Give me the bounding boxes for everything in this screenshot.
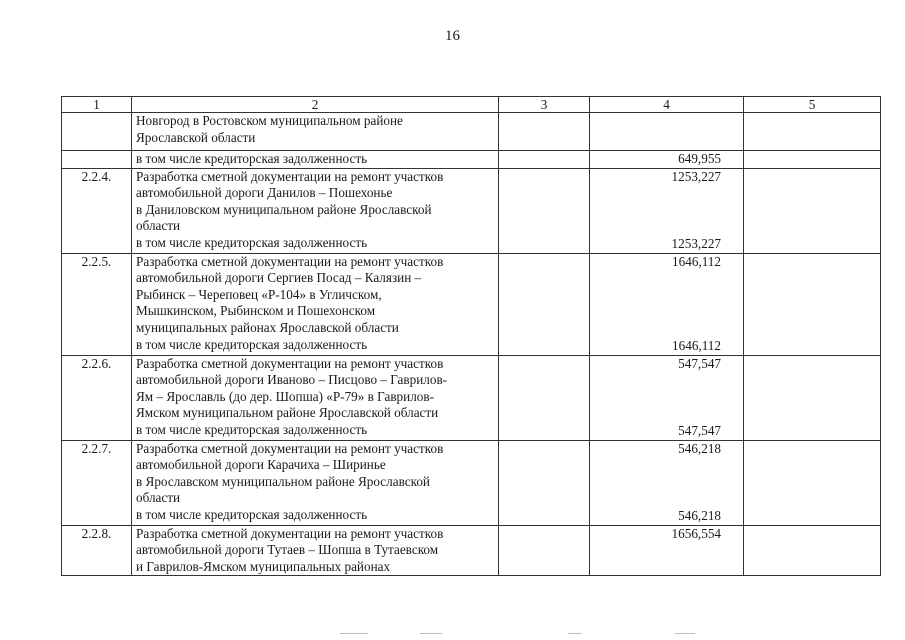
page-number: 16: [445, 28, 460, 44]
table-row: [62, 253, 881, 355]
description-line: Разработка сметной документации на ремонт участков: [136, 525, 444, 541]
table-row: [62, 440, 881, 525]
scan-artifact: [420, 633, 442, 634]
description-line: автомобильной дороги Данилов – Пошехонье: [136, 185, 393, 201]
description-line: Разработка сметной документации на ремонт участков: [136, 168, 444, 184]
description-line: автомобильной дороги Иваново – Писцово – Гаврилов-: [136, 372, 448, 388]
description-line: Ямском муниципальном районе Ярославской области: [136, 405, 439, 421]
table-row: [62, 525, 881, 576]
row-col-3-empty: [499, 440, 590, 525]
description-line: Новгород в Ростовском муниципальном районе: [136, 113, 403, 128]
header-col-2: 2: [132, 97, 499, 113]
table-row: [62, 113, 881, 151]
row-col-5-empty: [744, 113, 881, 151]
scan-artifact: [568, 633, 582, 634]
row-number: 2.2.7.: [62, 440, 132, 525]
description-line: Разработка сметной документации на ремонт участков: [136, 440, 444, 456]
row-col-3-empty: [499, 253, 590, 355]
description-line: в том числе кредиторская задолженность: [136, 151, 368, 166]
description-line: в том числе кредиторская задолженность: [136, 336, 368, 352]
description-line: Мышкинском, Рыбинском и Пошехонском: [136, 303, 376, 319]
row-number: 2.2.5.: [62, 253, 132, 355]
description-line: автомобильной дороги Тутаев – Шопша в Тутаевском: [136, 542, 439, 558]
row-amount-cell: [590, 355, 744, 440]
row-description: [132, 525, 499, 576]
description-line: в том числе кредиторская задолженность: [136, 421, 368, 437]
description-line: области: [136, 218, 181, 234]
row-description: [132, 168, 499, 253]
row-col-5-empty: [744, 525, 881, 576]
amount-total: 547,547: [678, 355, 721, 371]
description-line: в том числе кредиторская задолженность: [136, 234, 368, 250]
header-col-4: 4: [590, 97, 744, 113]
amount-arrears: 547,547: [678, 423, 721, 438]
row-description: [132, 355, 499, 440]
description-line: в Ярославском муниципальном районе Ярославской: [136, 473, 430, 489]
row-amount-cell: [590, 151, 744, 169]
description-line: в Даниловском муниципальном районе Ярославской: [136, 201, 432, 217]
description-line: Разработка сметной документации на ремонт участков: [136, 355, 444, 371]
row-number: 2.2.4.: [62, 168, 132, 253]
row-col-3-empty: [499, 525, 590, 576]
row-amount-cell: [590, 525, 744, 576]
row-col-3-empty: [499, 168, 590, 253]
header-col-5: 5: [744, 97, 881, 113]
row-amount-cell: [590, 440, 744, 525]
description-line: муниципальных районах Ярославской области: [136, 319, 399, 335]
table-body: [62, 97, 881, 576]
data-table: [61, 96, 881, 576]
table-row: [62, 355, 881, 440]
header-row: [62, 97, 881, 113]
row-col-3-empty: [499, 113, 590, 151]
row-col-3-empty: [499, 355, 590, 440]
amount-arrears: 546,218: [678, 508, 721, 523]
row-description: [132, 253, 499, 355]
amount-total: 1253,227: [671, 168, 721, 184]
table-row: [62, 151, 881, 169]
amount-total: 1646,112: [672, 253, 721, 269]
row-amount-cell: [590, 113, 744, 151]
row-description: [132, 440, 499, 525]
description-line: Ярославской области: [136, 129, 256, 145]
description-line: области: [136, 490, 181, 506]
row-number: [62, 113, 132, 151]
description-line: автомобильной дороги Сергиев Посад – Калязин –: [136, 270, 422, 286]
row-description: [132, 151, 499, 169]
row-col-3-empty: [499, 151, 590, 169]
description-line: автомобильной дороги Карачиха – Ширинье: [136, 457, 386, 473]
amount-total: 649,955: [678, 151, 721, 166]
row-number: 2.2.8.: [62, 525, 132, 576]
description-line: в том числе кредиторская задолженность: [136, 506, 368, 522]
row-amount-cell: [590, 253, 744, 355]
row-col-5-empty: [744, 355, 881, 440]
amount-total: 1656,554: [671, 525, 721, 541]
amount-total: 546,218: [678, 440, 721, 456]
header-col-3: 3: [499, 97, 590, 113]
amount-arrears: 1646,112: [672, 338, 721, 353]
scan-artifact: [675, 633, 695, 634]
row-col-5-empty: [744, 440, 881, 525]
description-line: Рыбинск – Череповец «Р-104» в Угличском,: [136, 286, 382, 302]
row-number: [62, 151, 132, 169]
row-description: [132, 113, 499, 151]
row-col-5-empty: [744, 253, 881, 355]
description-line: Ям – Ярославль (до дер. Шопша) «Р-79» в Гаврилов-: [136, 388, 435, 404]
row-col-5-empty: [744, 151, 881, 169]
amount-arrears: 1253,227: [671, 236, 721, 251]
row-amount-cell: [590, 168, 744, 253]
row-col-5-empty: [744, 168, 881, 253]
description-line: Разработка сметной документации на ремонт участков: [136, 253, 444, 269]
row-number: 2.2.6.: [62, 355, 132, 440]
scan-artifact: [340, 633, 368, 634]
header-col-1: 1: [62, 97, 132, 113]
description-line: и Гаврилов-Ямском муниципальных районах: [136, 558, 391, 574]
table-row: [62, 168, 881, 253]
